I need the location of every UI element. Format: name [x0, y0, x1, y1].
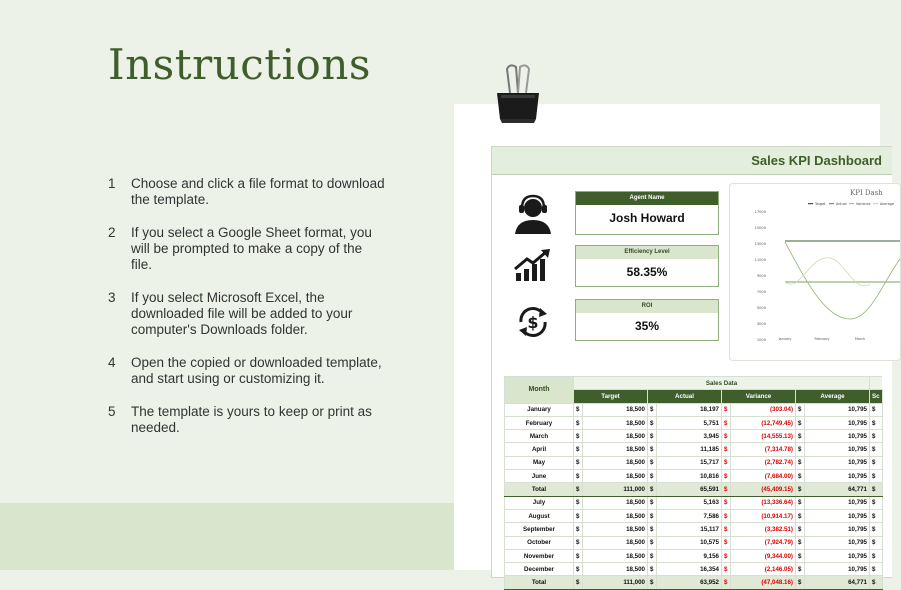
currency-cell: $: [796, 563, 805, 576]
month-cell: November: [505, 549, 574, 562]
variance-cell: (10,914.17): [731, 509, 796, 522]
currency-cell: $: [574, 470, 583, 483]
currency-cell: $: [648, 536, 657, 549]
roi-label: ROI: [576, 300, 718, 313]
col-target: Target: [574, 390, 648, 403]
roi-value: 35%: [634, 319, 660, 333]
instruction-list: [108, 176, 408, 453]
variance-cell: (47,048.16): [731, 576, 796, 589]
currency-cell: $: [722, 443, 731, 456]
actual-cell: 3,945: [657, 430, 722, 443]
col-actual: Actual: [648, 390, 722, 403]
step-text: Choose and click a file format to download the template.: [131, 176, 385, 207]
table-body: [505, 403, 883, 589]
currency-cell: $: [796, 443, 805, 456]
target-cell: 18,500: [583, 403, 648, 416]
target-cell: 111,000: [583, 483, 648, 496]
actual-cell: 7,586: [657, 509, 722, 522]
currency-cell: $: [648, 403, 657, 416]
currency-cell: $: [870, 549, 883, 562]
currency-cell: $: [870, 576, 883, 589]
binder-clip-icon: [492, 63, 544, 125]
kpi-chart-canvas: [730, 184, 900, 360]
step-number: 1: [108, 176, 116, 191]
variance-cell: (2,146.05): [731, 563, 796, 576]
currency-cell: $: [796, 576, 805, 589]
currency-cell: $: [870, 496, 883, 509]
y-tick: 5000: [756, 306, 766, 310]
target-cell: 18,500: [583, 416, 648, 429]
y-tick: 11000: [754, 258, 766, 262]
table-row: [505, 456, 883, 469]
list-item: [108, 176, 408, 208]
currency-cell: $: [722, 496, 731, 509]
chart-title: KPI Dash: [850, 189, 883, 197]
step-number: 2: [108, 225, 116, 240]
y-tick: 7000: [756, 290, 766, 294]
variance-cell: (7,684.00): [731, 470, 796, 483]
average-cell: 10,795: [805, 403, 870, 416]
y-tick: 1000: [756, 338, 766, 342]
table-row: [505, 509, 883, 522]
roi-dollar-cycle-icon: [513, 302, 553, 342]
currency-cell: $: [870, 416, 883, 429]
average-cell: 10,795: [805, 549, 870, 562]
currency-cell: $: [722, 416, 731, 429]
dashboard-title: Sales KPI Dashboard: [751, 153, 882, 168]
header-spacer: [870, 377, 883, 390]
currency-cell: $: [722, 536, 731, 549]
month-cell: June: [505, 470, 574, 483]
month-cell: May: [505, 456, 574, 469]
currency-cell: $: [796, 403, 805, 416]
target-cell: 111,000: [583, 576, 648, 589]
target-cell: 18,500: [583, 496, 648, 509]
currency-cell: $: [870, 443, 883, 456]
list-item: [108, 404, 408, 436]
list-item: [108, 290, 408, 338]
month-cell: July: [505, 496, 574, 509]
list-item: [108, 225, 408, 273]
currency-cell: $: [796, 483, 805, 496]
target-cell: 18,500: [583, 470, 648, 483]
kpi-chart: [729, 183, 901, 361]
currency-cell: $: [870, 509, 883, 522]
dashboard-header: [492, 147, 892, 175]
y-tick: 13000: [754, 242, 766, 246]
table-row: [505, 483, 883, 496]
actual-cell: 16,354: [657, 563, 722, 576]
currency-cell: $: [870, 536, 883, 549]
sales-data-table: [504, 376, 883, 590]
month-cell: December: [505, 563, 574, 576]
currency-cell: $: [648, 416, 657, 429]
currency-cell: $: [722, 576, 731, 589]
currency-cell: $: [574, 456, 583, 469]
actual-cell: 63,952: [657, 576, 722, 589]
currency-cell: $: [648, 576, 657, 589]
currency-cell: $: [648, 483, 657, 496]
target-cell: 18,500: [583, 549, 648, 562]
average-cell: 10,795: [805, 496, 870, 509]
sales-data-header: Sales Data: [574, 377, 870, 390]
average-cell: 64,771: [805, 576, 870, 589]
list-item: [108, 355, 408, 387]
y-tick: 17000: [754, 210, 766, 214]
currency-cell: $: [722, 509, 731, 522]
currency-cell: $: [722, 456, 731, 469]
table-row: [505, 536, 883, 549]
currency-cell: $: [574, 576, 583, 589]
agent-headset-icon: [511, 192, 555, 236]
average-cell: 10,795: [805, 536, 870, 549]
svg-text:$: $: [527, 313, 539, 332]
currency-cell: $: [648, 443, 657, 456]
currency-cell: $: [870, 563, 883, 576]
currency-cell: $: [796, 509, 805, 522]
efficiency-label: Efficiency Level: [576, 246, 718, 259]
currency-cell: $: [796, 523, 805, 536]
target-cell: 18,500: [583, 536, 648, 549]
table-row: [505, 576, 883, 589]
table-row: [505, 549, 883, 562]
y-tick: 3000: [756, 322, 766, 326]
currency-cell: $: [574, 563, 583, 576]
currency-cell: $: [722, 483, 731, 496]
sales-kpi-dashboard: [491, 146, 894, 587]
step-number: 4: [108, 355, 116, 370]
average-cell: 64,771: [805, 483, 870, 496]
variance-cell: (14,555.13): [731, 430, 796, 443]
variance-cell: (12,749.45): [731, 416, 796, 429]
efficiency-card: [575, 245, 719, 287]
actual-line: [785, 242, 900, 319]
target-cell: 18,500: [583, 509, 648, 522]
step-number: 5: [108, 404, 116, 419]
average-cell: 10,795: [805, 443, 870, 456]
decorative-band: [0, 503, 454, 570]
currency-cell: $: [722, 549, 731, 562]
currency-cell: $: [648, 563, 657, 576]
currency-cell: $: [574, 483, 583, 496]
agent-name-card: [575, 191, 719, 235]
month-cell: August: [505, 509, 574, 522]
variance-cell: (13,336.64): [731, 496, 796, 509]
actual-cell: 11,185: [657, 443, 722, 456]
average-cell: 10,795: [805, 470, 870, 483]
currency-cell: $: [722, 403, 731, 416]
currency-cell: $: [722, 563, 731, 576]
currency-cell: $: [870, 483, 883, 496]
currency-cell: $: [648, 496, 657, 509]
actual-cell: 18,197: [657, 403, 722, 416]
currency-cell: $: [870, 470, 883, 483]
average-cell: 10,795: [805, 523, 870, 536]
table-row: [505, 563, 883, 576]
average-cell: 10,795: [805, 456, 870, 469]
average-cell: 10,795: [805, 563, 870, 576]
page-title: Instructions: [108, 40, 371, 89]
table-row: [505, 443, 883, 456]
currency-cell: $: [574, 536, 583, 549]
currency-cell: $: [796, 416, 805, 429]
table-row: [505, 470, 883, 483]
legend-swatch-actual: [829, 203, 834, 204]
actual-cell: 5,163: [657, 496, 722, 509]
average-cell: 10,795: [805, 509, 870, 522]
month-cell: October: [505, 536, 574, 549]
actual-cell: 15,117: [657, 523, 722, 536]
growth-chart-icon: [513, 247, 553, 283]
currency-cell: $: [648, 470, 657, 483]
x-tick: January: [778, 337, 792, 341]
month-cell: Total: [505, 483, 574, 496]
table-row: [505, 430, 883, 443]
currency-cell: $: [722, 470, 731, 483]
currency-cell: $: [648, 549, 657, 562]
step-text: The template is yours to keep or print as needed.: [131, 404, 372, 435]
target-cell: 18,500: [583, 430, 648, 443]
agent-label: Agent Name: [576, 192, 718, 205]
currency-cell: $: [574, 416, 583, 429]
currency-cell: $: [574, 443, 583, 456]
currency-cell: $: [574, 523, 583, 536]
target-cell: 18,500: [583, 523, 648, 536]
month-header: Month: [505, 377, 574, 404]
table-row: [505, 523, 883, 536]
currency-cell: $: [722, 523, 731, 536]
currency-cell: $: [870, 403, 883, 416]
table-row: [505, 416, 883, 429]
variance-cell: (9,344.00): [731, 549, 796, 562]
currency-cell: $: [796, 456, 805, 469]
variance-cell: (7,924.79): [731, 536, 796, 549]
variance-cell: (3,382.51): [731, 523, 796, 536]
legend-swatch-average: [873, 203, 878, 204]
actual-cell: 9,156: [657, 549, 722, 562]
actual-cell: 15,717: [657, 456, 722, 469]
currency-cell: $: [870, 523, 883, 536]
efficiency-value: 58.35%: [626, 265, 668, 279]
table-row: [505, 496, 883, 509]
currency-cell: $: [648, 456, 657, 469]
month-cell: March: [505, 430, 574, 443]
currency-cell: $: [796, 470, 805, 483]
legend-swatch-target: [808, 203, 813, 204]
currency-cell: $: [796, 430, 805, 443]
legend-average: Average: [880, 202, 894, 206]
average-cell: 10,795: [805, 416, 870, 429]
currency-cell: $: [574, 549, 583, 562]
x-tick: February: [814, 337, 830, 341]
actual-cell: 65,591: [657, 483, 722, 496]
y-tick: 15000: [754, 226, 766, 230]
step-text: If you select a Google Sheet format, you will be prompted to make a copy of the file.: [131, 225, 372, 272]
actual-cell: 5,751: [657, 416, 722, 429]
actual-cell: 10,575: [657, 536, 722, 549]
month-cell: September: [505, 523, 574, 536]
currency-cell: $: [796, 496, 805, 509]
target-cell: 18,500: [583, 456, 648, 469]
currency-cell: $: [574, 403, 583, 416]
currency-cell: $: [870, 456, 883, 469]
legend-swatch-variance: [849, 203, 854, 204]
average-cell: 10,795: [805, 430, 870, 443]
variance-cell: (7,314.78): [731, 443, 796, 456]
currency-cell: $: [722, 430, 731, 443]
variance-cell: (303.04): [731, 403, 796, 416]
legend-target: Target: [815, 202, 826, 206]
col-score: Sc: [870, 390, 883, 403]
y-tick: 9000: [756, 274, 766, 278]
currency-cell: $: [574, 509, 583, 522]
agent-name: Josh Howard: [609, 211, 685, 225]
month-cell: April: [505, 443, 574, 456]
currency-cell: $: [648, 523, 657, 536]
x-tick: March: [854, 337, 866, 341]
month-cell: Total: [505, 576, 574, 589]
roi-card: [575, 299, 719, 341]
variance-cell: (45,409.15): [731, 483, 796, 496]
step-number: 3: [108, 290, 116, 305]
legend-variance: Variance: [856, 202, 871, 206]
step-text: Open the copied or downloaded template, and start using or customizing it.: [131, 355, 382, 386]
table-row: [505, 403, 883, 416]
col-variance: Variance: [722, 390, 796, 403]
actual-cell: 10,816: [657, 470, 722, 483]
col-average: Average: [796, 390, 870, 403]
currency-cell: $: [574, 430, 583, 443]
legend-actual: Actual: [836, 202, 847, 206]
currency-cell: $: [648, 430, 657, 443]
target-cell: 18,500: [583, 443, 648, 456]
month-cell: February: [505, 416, 574, 429]
currency-cell: $: [796, 549, 805, 562]
currency-cell: $: [796, 536, 805, 549]
month-cell: January: [505, 403, 574, 416]
target-cell: 18,500: [583, 563, 648, 576]
currency-cell: $: [648, 509, 657, 522]
currency-cell: $: [574, 496, 583, 509]
variance-cell: (2,782.74): [731, 456, 796, 469]
step-text: If you select Microsoft Excel, the downloaded file will be added to your computer's Downloads folder.: [131, 290, 353, 337]
currency-cell: $: [870, 430, 883, 443]
